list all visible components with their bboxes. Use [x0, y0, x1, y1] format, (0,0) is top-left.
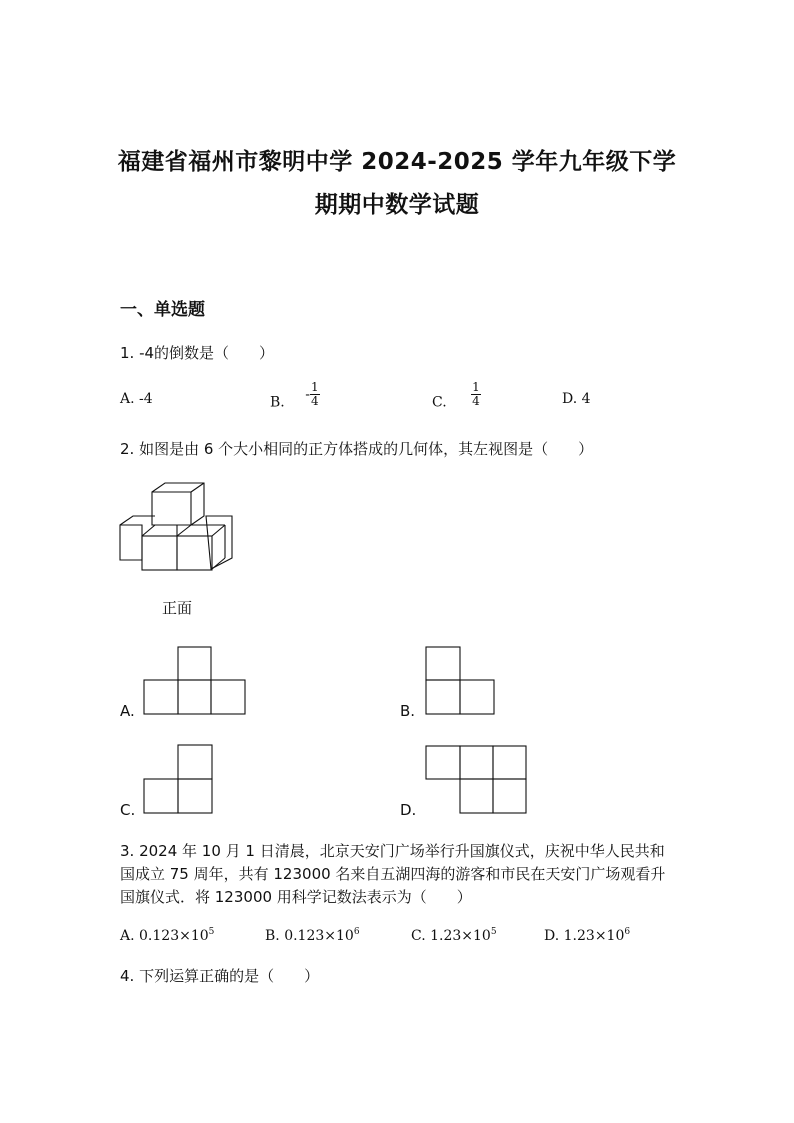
q1-option-b	[270, 381, 320, 411]
question-3-line3: 国旗仪式．将 123000 用科学记数法表示为（ ）	[120, 888, 472, 906]
q1-option-b-prefix: B.	[270, 394, 285, 411]
q1-option-c-prefix: C.	[432, 394, 447, 411]
section-heading: 一、单选题	[120, 300, 205, 320]
q3-option-a-exponent: 5	[208, 927, 215, 937]
q3-option-b-value: 0.123×10	[284, 928, 354, 944]
fraction-numerator: 1	[310, 380, 319, 394]
q3-option-b	[265, 927, 360, 944]
q2-option-d-label: D.	[400, 801, 417, 819]
document-title-line2: 期期中数学试题	[314, 192, 480, 218]
q1-option-c-fraction	[471, 381, 481, 408]
q3-option-a	[120, 927, 214, 944]
q2-option-b-label: B.	[400, 702, 416, 720]
q3-option-a-value: 0.123×10	[139, 928, 209, 944]
q2-option-c-figure	[143, 744, 215, 816]
q1-option-b-fraction	[310, 381, 320, 408]
q2-option-a-label: A.	[120, 702, 135, 720]
q1-option-d: D. 4	[562, 391, 591, 407]
question-1-stem: 1. -4的倒数是（ ）	[120, 344, 275, 362]
fraction-denominator: 4	[310, 394, 319, 408]
front-view-label: 正面	[162, 599, 193, 617]
q2-option-a-figure	[143, 646, 247, 716]
q3-option-b-prefix: B.	[265, 928, 280, 944]
q3-option-c-prefix: C.	[411, 928, 426, 944]
fraction-numerator: 1	[472, 380, 480, 394]
q3-option-c	[411, 927, 497, 944]
cube-solid-figure	[115, 478, 240, 578]
question-3-line2: 国成立 75 周年，共有 123000 名来自五湖四海的游客和市民在天安门广场观看升	[120, 865, 666, 883]
q1-option-a: A. -4	[120, 391, 153, 407]
question-2-stem: 2. 如图是由 6 个大小相同的正方体搭成的几何体，其左视图是（ ）	[120, 440, 594, 458]
q1-option-b-sign: -	[305, 386, 310, 403]
q2-option-c-label: C.	[120, 801, 136, 819]
q3-option-c-value: 1.23×10	[430, 928, 491, 944]
q2-option-b-figure	[425, 646, 497, 716]
q2-option-d-figure	[425, 745, 529, 815]
q3-option-b-exponent: 6	[353, 927, 360, 937]
question-4-stem: 4. 下列运算正确的是（ ）	[120, 967, 320, 985]
q3-option-d-prefix: D.	[544, 928, 560, 944]
q3-option-d	[544, 927, 630, 944]
fraction-denominator: 4	[472, 394, 480, 408]
question-3-stem	[120, 840, 690, 909]
question-3-line1: 3. 2024 年 10 月 1 日清晨，北京天安门广场举行升国旗仪式，庆祝中华人民共和	[120, 842, 665, 860]
q3-option-a-prefix: A.	[120, 928, 135, 944]
q3-option-c-exponent: 5	[490, 927, 497, 937]
document-title-line1: 福建省福州市黎明中学 2024-2025 学年九年级下学	[117, 149, 677, 175]
q1-option-c	[432, 381, 481, 411]
q3-option-d-exponent: 6	[624, 927, 631, 937]
q3-option-d-value: 1.23×10	[563, 928, 625, 944]
